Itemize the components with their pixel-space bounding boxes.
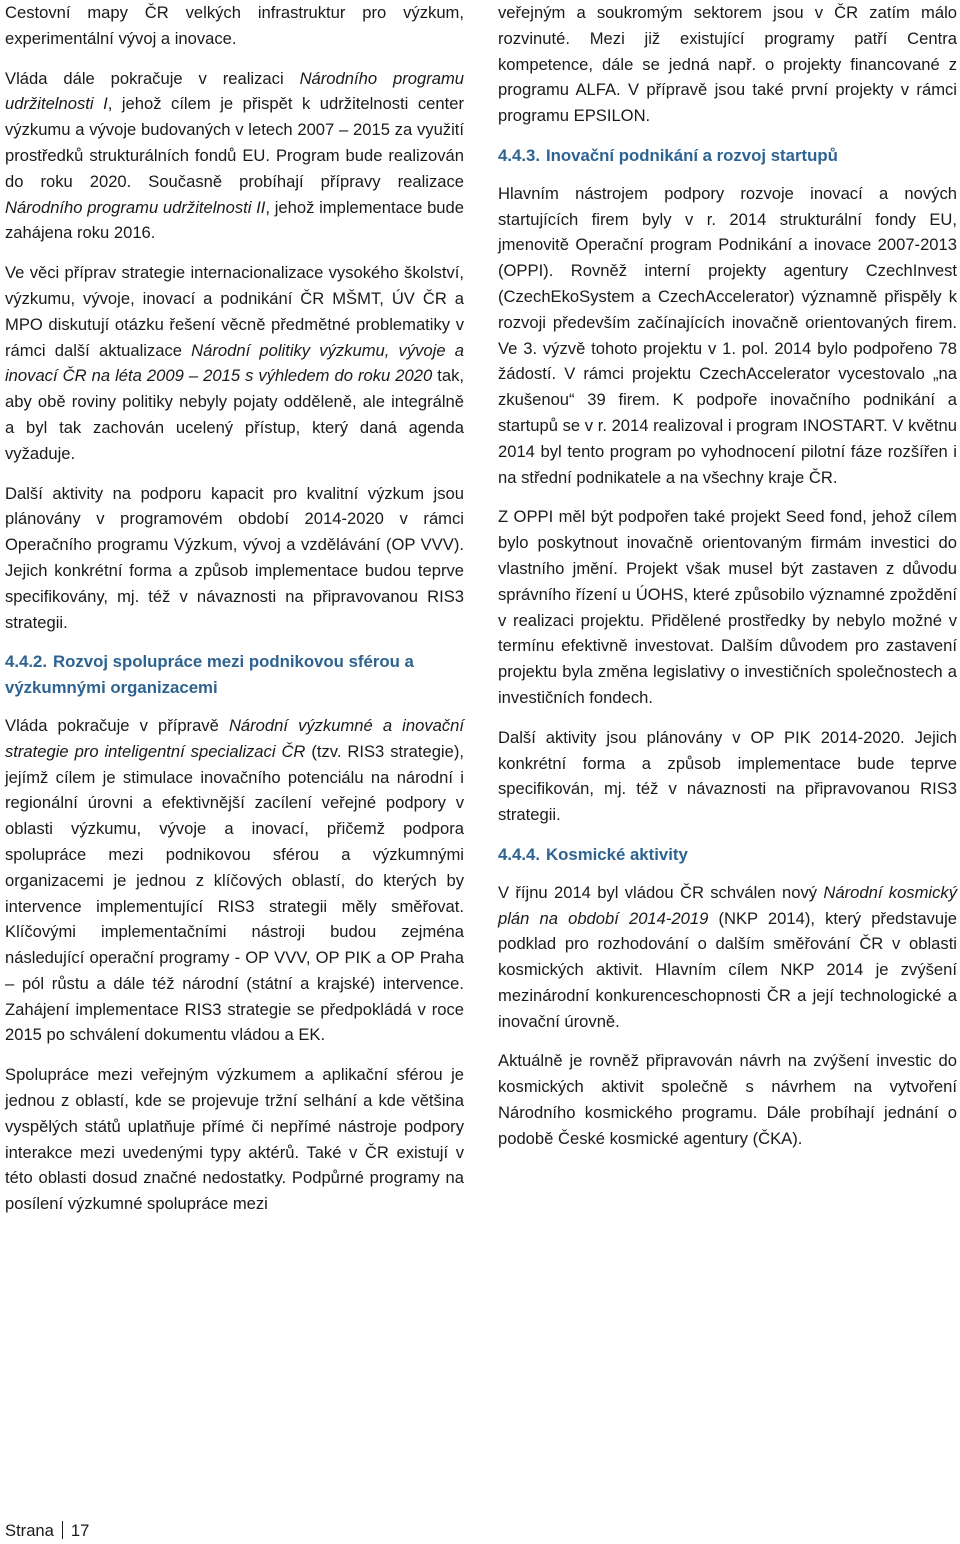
paragraph: Vláda dále pokračuje v realizaci Národního programu udržitelnosti I, jehož cílem je přispět k udržitelnosti center výzkumu a vývoje budovaných v letech 2007 – 2015 za využití prostředků strukturálních fondů EU. Program bude realizován do roku 2020. Současně probíhají přípravy realizace Národního programu udržitelnosti II, jehož implementace bude zahájena roku 2016. (5, 68, 464, 243)
paragraph: V říjnu 2014 byl vládou ČR schválen nový Národní kosmický plán na období 2014-2019 (NKP 2014), který představuje podklad pro rozhodování o dalším směřování ČR v oblasti kosmických aktivit. Hlavním cílem NKP 2014 je zvýšení mezinárodní konkurenceschopnosti ČR a její technologické a inovační úrovně. (498, 882, 957, 1031)
paragraph: Hlavním nástrojem podpory rozvoje inovací a nových startujících firem byly v r. 2014 strukturální fondy EU, jmenovitě Operační program Podnikání a inovace 2007-2013 (OPPI). Rovněž interní projekty agentury CzechInvest (CzechEkoSystem a CzechAccelerator) významně přispěly k rozvoji především začínajících inovačně orientovaných firem. Ve 3. výzvě tohoto projektu v 1. pol. 2014 bylo podpořeno 78 žádostí. V rámci projektu CzechAccelerator vycestovalo „na zkušenou“ 39 firem. K podpoře inovačního podnikání a startupů se v r. 2014 realizoval i program INOSTART. V květnu 2014 byl tento program po vyhodnocení pilotní fáze rozšířen i na střední podnikatele a na všechny kraje ČR. (498, 183, 957, 487)
footer-divider (62, 1521, 63, 1539)
paragraph: Z OPPI měl být podpořen také projekt Seed fond, jehož cílem bylo poskytnout inovačně orientovaným firmám investici do vlastního jmění. Projekt však musel být zastaven z důvodu správního řízení u ÚOHS, které způsobilo významné zpoždění v realizaci projektu. Přidělené prostředky by nebylo možné v termínu efektivně investovat. Dalším důvodem pro zastavení projektu byla změna legislativy o investičních společnostech a investičních fondech. (498, 507, 957, 707)
paragraph: Další aktivity na podporu kapacit pro kvalitní výzkum jsou plánovány v programovém období 2014-2020 v rámci Operačního programu Výzkum, vývoj a vzdělávání (OP VVV). Jejich konkrétní forma a způsob implementace budou teprve specifikovány, mj. též v návaznosti na připravovanou RIS3 strategii. (5, 483, 464, 632)
right-column (498, 0, 957, 1166)
paragraph: Aktuálně je rovněž připravován návrh na zvýšení investic do kosmických aktivit společně s návrhem na vytvoření Národního kosmického programu. Dále probíhají jednání o podobě České kosmické agentury (ČKA). (498, 1051, 957, 1148)
paragraph: Cestovní mapy ČR velkých infrastruktur pro výzkum, experimentální vývoj a inovace. (5, 3, 464, 48)
section-heading-4-4-4: 4.4.4. Kosmické aktivity (498, 844, 688, 864)
paragraph: veřejným a soukromým sektorem jsou v ČR zatím málo rozvinuté. Mezi již existující programy patří Centra kompetence, dále se jedná např. o projekty financované z programu ALFA. V přípravě jsou také první projekty v rámci programu EPSILON. (498, 3, 957, 126)
section-heading-4-4-3: 4.4.3. Inovační podnikání a rozvoj startupů (498, 145, 838, 165)
page-label: Strana (5, 1521, 54, 1540)
left-column (5, 0, 464, 1231)
paragraph: Spolupráce mezi veřejným výzkumem a aplikační sférou je jednou z oblastí, kde se projevuje tržní selhání a kde většina vyspělých států uplatňuje přímé či nepřímé nástroje podpory interakce mezi uvedenými typy aktérů. Také v ČR existují v této oblasti dosud značné nedostatky. Podpůrné programy na posílení výzkumné spolupráce mezi (5, 1065, 464, 1214)
section-heading-4-4-2: 4.4.2. Rozvoj spolupráce mezi podnikovou sférou a výzkumnými organizacemi (5, 652, 414, 698)
paragraph: Ve věci příprav strategie internacionalizace vysokého školství, výzkumu, vývoje, inovací a podnikání ČR MŠMT, ÚV ČR a MPO diskutují otázku řešení věcně předmětné problematiky v rámci další aktualizace Národní politiky výzkumu, vývoje a inovací ČR na léta 2009 – 2015 s výhledem do roku 2020 tak, aby obě roviny politiky nebyly pojaty odděleně, ale integrálně a byl tak zachován ucelený přístup, který daná agenda vyžaduje. (5, 263, 465, 463)
paragraph: Další aktivity jsou plánovány v OP PIK 2014-2020. Jejich konkrétní forma a způsob implementace bude teprve specifikován, mj. též v návaznosti na připravovanou RIS3 strategii. (498, 727, 957, 825)
paragraph: Vláda pokračuje v přípravě Národní výzkumné a inovační strategie pro inteligentní specializaci ČR (tzv. RIS3 strategie), jejímž cílem je stimulace inovačního potenciálu na národní i regionální úrovni a efektivnější zacílení veřejné podpory v oblasti výzkumu, vývoje a inovací, přičemž podpora spolupráce mezi podnikovou sférou a výzkumnými organizacemi je jednou z klíčových oblastí, do kterých by intervence implementující RIS3 strategii měly směřovat. Klíčovými implementačními nástroji budou zejména následující operační programy - OP VVV, OP PIK a OP Praha – pól růstu a dále též národní (státní a krajské) intervence. Zahájení implementace RIS3 strategie se předpokládá v roce 2015 po schválení dokumentu vládou a EK. (5, 715, 464, 1045)
page-number: 17 (70, 1521, 90, 1540)
page-footer (5, 1518, 89, 1544)
